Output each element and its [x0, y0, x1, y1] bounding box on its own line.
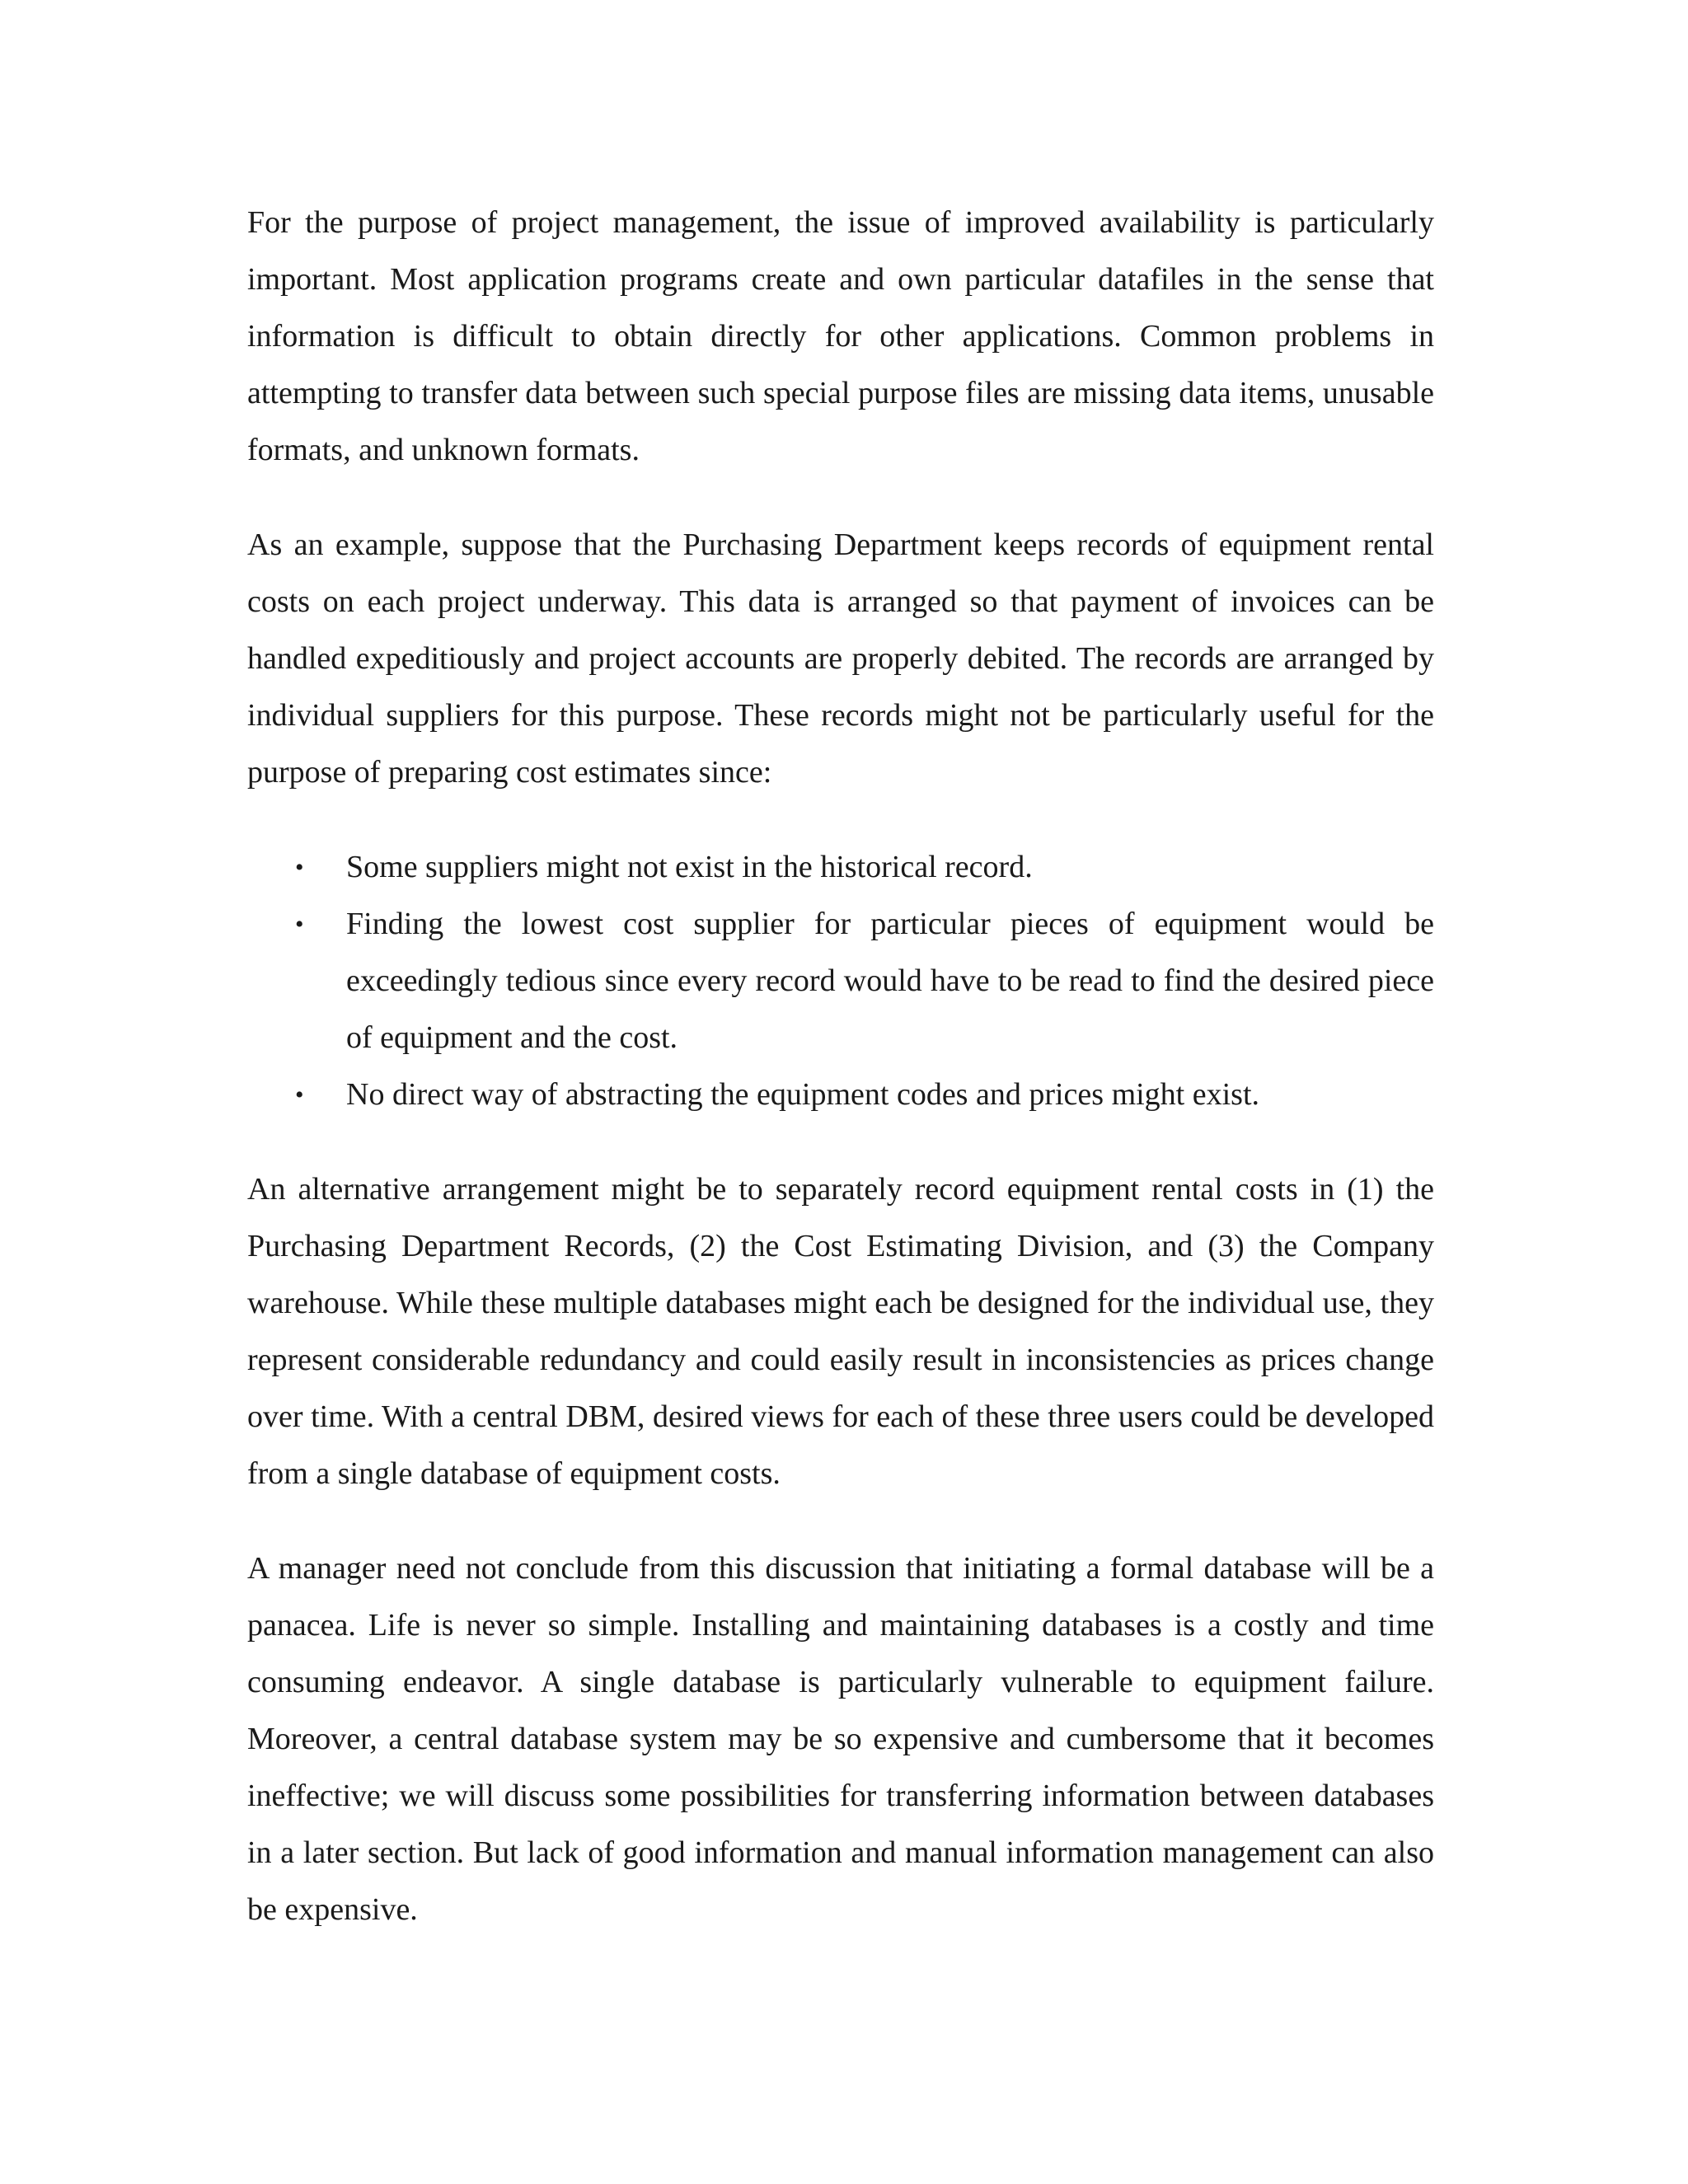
paragraph-manager-conclusion: A manager need not conclude from this discussion that initiating a formal database will be a panacea. Life is never so simple. Installing and maintaining databases is a costly and time consuming endeavor. A single database is particularly vulnerable to equipment failure. Moreover, a central database system may be so expensive and cumbersome that it becomes ineffective; we will discuss some possibilities for transferring information between databases in a later section. But lack of good information and manual information management can also be expensive. [247, 1551, 1434, 1927]
bullet-list [247, 839, 1434, 1123]
bullet-icon: • [295, 1081, 304, 1108]
list-item [247, 839, 1434, 896]
list-item [247, 896, 1434, 1066]
bullet-icon: • [295, 911, 304, 938]
list-item-text: No direct way of abstracting the equipment codes and prices might exist. [346, 1077, 1260, 1112]
paragraph-availability: For the purpose of project management, the issue of improved availability is particularly important. Most application programs create and own particular datafiles in the sense that information is difficult to obtain directly for other applications. Common problems in attempting to transfer data between such special purpose files are missing data items, unusable formats, and unknown formats. [247, 205, 1434, 467]
paragraph-purchasing-example: As an example, suppose that the Purchasing Department keeps records of equipment rental costs on each project underway. This data is arranged so that payment of invoices can be handled expeditiously and project accounts are properly debited. The records are arranged by individual suppliers for this purpose. These records might not be particularly useful for the purpose of preparing cost estimates since: [247, 527, 1434, 790]
list-item [247, 1066, 1434, 1123]
paragraph-alternative-arrangement: An alternative arrangement might be to separately record equipment rental costs in (1) the Purchasing Department Records, (2) the Cost Estimating Division, and (3) the Company warehouse. While these multiple databases might each be designed for the individual use, they represent considerable redundancy and could easily result in inconsistencies as prices change over time. With a central DBM, desired views for each of these three users could be developed from a single database of equipment costs. [247, 1172, 1434, 1491]
paragraph-spacer [247, 1123, 1434, 1161]
bullet-icon: • [295, 854, 304, 881]
paragraph-spacer [247, 1502, 1434, 1540]
list-item-text: Some suppliers might not exist in the historical record. [346, 850, 1033, 884]
paragraph-spacer [247, 801, 1434, 839]
list-item-text: Finding the lowest cost supplier for particular pieces of equipment would be exceedingly tedious since every record would have to be read to find the desired piece of equipment and the cost. [346, 907, 1434, 1055]
paragraph-spacer [247, 479, 1434, 517]
document-body [247, 194, 1434, 1938]
